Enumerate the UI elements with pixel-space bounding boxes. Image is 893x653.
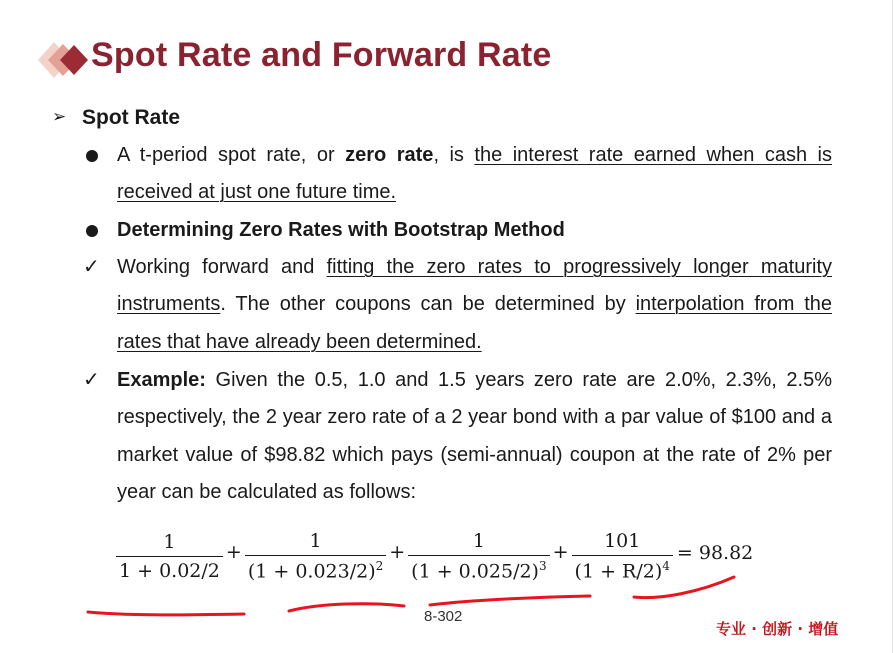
slide-title: Spot Rate and Forward Rate	[91, 36, 552, 74]
checkmark-icon: ✓	[83, 256, 100, 278]
diamond-deco-icon	[18, 38, 88, 82]
plus-sign: +	[552, 541, 569, 564]
annotation-stroke-3	[430, 596, 590, 605]
b1-mid: , is	[433, 144, 475, 166]
b1-underlined: the interest rate earned when cash is received at just one future time.	[117, 144, 833, 204]
plus-sign: +	[389, 541, 406, 564]
footer-slogan: 专业 · 创新 · 增值	[716, 620, 839, 638]
arrow-bullet-icon: ➢	[52, 107, 67, 126]
b2-bold: Determining Zero Rates with Bootstrap Method	[117, 219, 565, 241]
annotation-stroke-1	[88, 612, 244, 615]
round-bullet-icon	[86, 150, 98, 162]
b3-underlined-1: fitting the zero rates to progressively longer maturity instruments	[117, 256, 833, 316]
page-number: 8-302	[424, 608, 463, 625]
formula-result: = 98.82	[676, 542, 754, 565]
section-label: Spot Rate	[82, 106, 181, 129]
formula-term-2: $\frac{1}{(1 + 0.023/2)^2}$	[245, 530, 386, 582]
b3-pre: Working forward and	[117, 256, 327, 278]
b3-mid: . The other coupons can be determined by	[220, 293, 636, 316]
section-heading	[52, 106, 180, 130]
plus-sign: +	[225, 541, 242, 564]
b4-text: Given the 0.5, 1.0 and 1.5 years zero rate are 2.0%, 2.3%, 2.5% respectively, the 2 year zero rate of a 2 year bond with a par value of $100 and a market value of $98.82 which pays (semi-annual) coupon at the rate of 2% per year can be calculated as follows:	[117, 369, 832, 504]
b1-bold: zero rate	[345, 144, 434, 166]
b1-pre: A t-period spot rate, or	[117, 144, 346, 166]
round-bullet-icon	[86, 225, 98, 237]
bootstrap-formula	[116, 530, 753, 582]
b3-underlined-2: interpolation from the rates that have already been determined.	[117, 293, 832, 353]
formula-term-1: $\frac{1}{1 + 0.02/2}$	[116, 531, 223, 582]
b4-bold: Example:	[117, 369, 206, 391]
formula-term-4: $\frac{101}{(1 + R/2)^4}$	[572, 530, 673, 582]
annotation-stroke-2	[289, 604, 404, 611]
formula-term-3: $\frac{1}{(1 + 0.025/2)^3}$	[408, 530, 549, 582]
checkmark-icon: ✓	[83, 369, 100, 391]
